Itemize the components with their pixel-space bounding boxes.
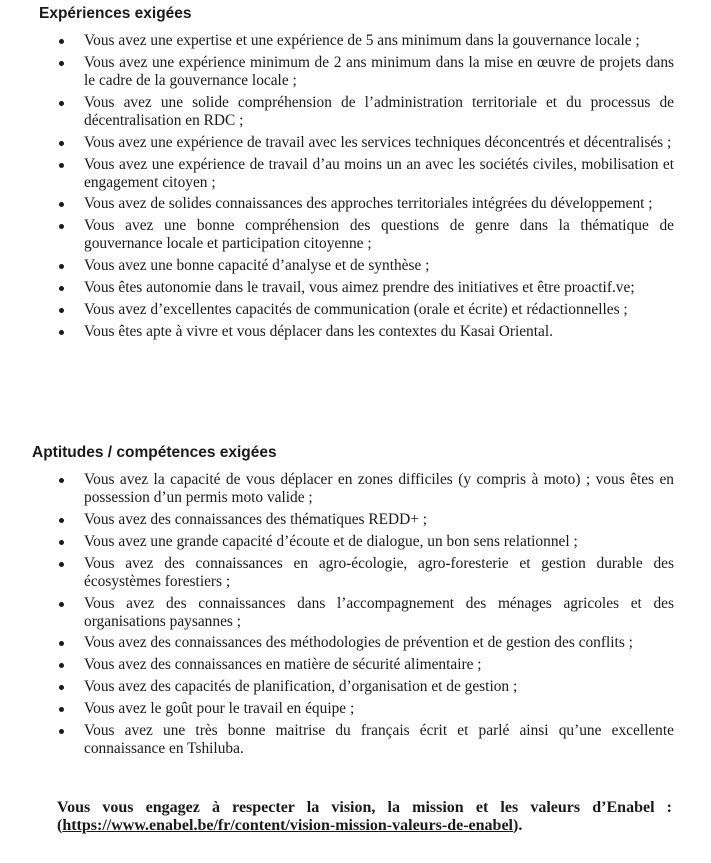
list-item-text: Vous avez une bonne compréhension des questions de genre dans la thématique de gouvernance locale et participation citoyenne ; (84, 217, 674, 253)
bullet-icon (59, 141, 64, 146)
list-item-text: Vous avez des capacités de planification, d’organisation et de gestion ; (84, 678, 518, 696)
experiences-heading: Expériences exigées (39, 5, 192, 22)
list-item (0, 471, 674, 507)
list-item (0, 156, 674, 192)
list-item (0, 257, 674, 275)
list-item-text: Vous avez des connaissances en agro-écologie, agro-foresterie et gestion durable des écosystèmes forestiers ; (84, 554, 674, 590)
list-item-text: Vous avez des connaissances des méthodologies de prévention et de gestion des conflits ; (84, 634, 633, 652)
list-item-text: Vous avez une très bonne maitrise du français écrit et parlé ainsi qu’une excellente connaissance en Tshiluba. (84, 722, 674, 758)
bullet-icon (59, 101, 64, 106)
list-item (0, 511, 674, 529)
bullet-icon (59, 602, 64, 607)
closing-end: ). (513, 817, 523, 834)
bullet-icon (59, 330, 64, 335)
bullet-icon (59, 518, 64, 523)
bullet-icon (59, 663, 64, 668)
list-item (0, 533, 674, 551)
bullet-icon (59, 308, 64, 313)
list-item-text: Vous êtes apte à vivre et vous déplacer dans les contextes du Kasai Oriental. (84, 322, 553, 340)
bullet-icon (59, 286, 64, 291)
list-item (0, 634, 674, 652)
list-item-text: Vous avez de solides connaissances des approches territoriales intégrées du développement ; (84, 195, 653, 213)
list-item-text: Vous avez une grande capacité d’écoute et de dialogue, un bon sens relationnel ; (84, 532, 578, 550)
bullet-icon (59, 478, 64, 483)
list-item-text: Vous avez une expérience de travail d’au moins un an avec les sociétés civiles, mobilisation et engagement citoyen ; (84, 155, 674, 191)
list-item (0, 301, 674, 319)
list-item (0, 94, 674, 130)
bullet-icon (59, 685, 64, 690)
list-item (0, 279, 674, 297)
bullet-icon (59, 707, 64, 712)
list-item-text: Vous avez la capacité de vous déplacer en zones difficiles (y compris à moto) ; vous êtes en possession d’un permis moto valide ; (84, 471, 674, 506)
bullet-icon (59, 562, 64, 567)
list-item-text: Vous avez une expérience de travail avec les services techniques déconcentrés et décentralisés ; (84, 133, 672, 151)
bullet-icon (59, 61, 64, 66)
list-item-text: Vous avez des connaissances dans l’accompagnement des ménages agricoles et des organisations paysannes ; (84, 594, 674, 630)
closing-text: Vous vous engagez à respecter la vision, la mission et les valeurs d’Enabel : ( (57, 799, 672, 834)
list-item (0, 195, 674, 213)
list-item-text: Vous avez une expertise et une expérience de 5 ans minimum dans la gouvernance locale ; (84, 32, 640, 49)
bullet-icon (59, 39, 64, 44)
bullet-icon (59, 540, 64, 545)
closing-statement (57, 799, 672, 835)
list-item-text: Vous avez d’excellentes capacités de communication (orale et écrite) et rédactionnelles ; (84, 301, 628, 319)
list-item (0, 700, 674, 718)
aptitudes-heading: Aptitudes / compétences exigées (32, 444, 277, 461)
aptitudes-list (0, 471, 711, 762)
list-item-text: Vous avez des connaissances des thématiques REDD+ ; (84, 510, 428, 528)
list-item-text: Vous avez des connaissances en matière de sécurité alimentaire ; (84, 656, 482, 674)
bullet-icon (59, 641, 64, 646)
list-item (0, 54, 674, 90)
list-item-text: Vous avez une solide compréhension de l’administration territoriale et du processus de décentralisation en RDC ; (84, 93, 674, 129)
list-item (0, 678, 674, 696)
enabel-values-link[interactable]: https://www.enabel.be/fr/content/vision-mission-valeurs-de-enabel (62, 817, 513, 834)
list-item-text: Vous avez le goût pour le travail en équipe ; (84, 700, 355, 718)
bullet-icon (59, 264, 64, 269)
list-item (0, 323, 674, 341)
list-item (0, 217, 674, 253)
list-item (0, 722, 674, 758)
bullet-icon (59, 729, 64, 734)
list-item-text: Vous avez une bonne capacité d’analyse et de synthèse ; (84, 257, 430, 275)
list-item (0, 555, 674, 591)
list-item (0, 656, 674, 674)
list-item (0, 134, 674, 152)
experiences-list (0, 32, 711, 345)
list-item-text: Vous êtes autonomie dans le travail, vous aimez prendre des initiatives et être proactif.ve; (84, 279, 635, 297)
list-item (0, 595, 674, 631)
list-item (0, 32, 674, 50)
list-item-text: Vous avez une expérience minimum de 2 ans minimum dans la mise en œuvre de projets dans le cadre de la gouvernance locale ; (84, 53, 674, 89)
bullet-icon (59, 163, 64, 168)
bullet-icon (59, 224, 64, 229)
bullet-icon (59, 202, 64, 207)
